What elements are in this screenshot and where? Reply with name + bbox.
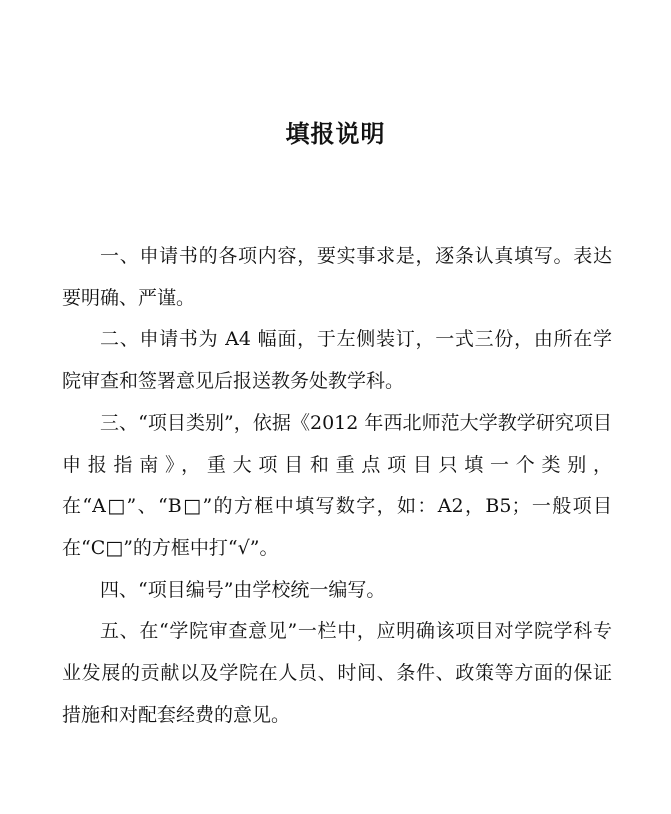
paragraph-5: 五、在“学院审查意见”一栏中，应明确该项目对学院学科专业发展的贡献以及学院在人员、时间、条件、政策等方面的保证措施和对配套经费的意见。: [62, 620, 612, 726]
paragraph-4: 四、“项目编号”由学校统一编写。: [100, 578, 386, 601]
paragraph-1: 一、申请书的各项内容，要实事求是，逐条认真填写。表达要明确、严谨。: [62, 245, 612, 309]
document-body: [62, 236, 612, 736]
document-title: 填报说明: [285, 120, 386, 148]
paragraph-2: 二、申请书为 A4 幅面，于左侧装订，一式三份，由所在学院审查和签署意见后报送教务处教学科。: [62, 328, 612, 393]
paragraph-3: 三、“项目类别”，依据《2012 年西北师范大学教学研究项目申报指南》，重大项目和重点项目只填一个类别，在“A□”、“B□”的方框中填写数字，如：A2，B5；一般项目在“C□”的方框中打“√”。: [62, 411, 612, 559]
